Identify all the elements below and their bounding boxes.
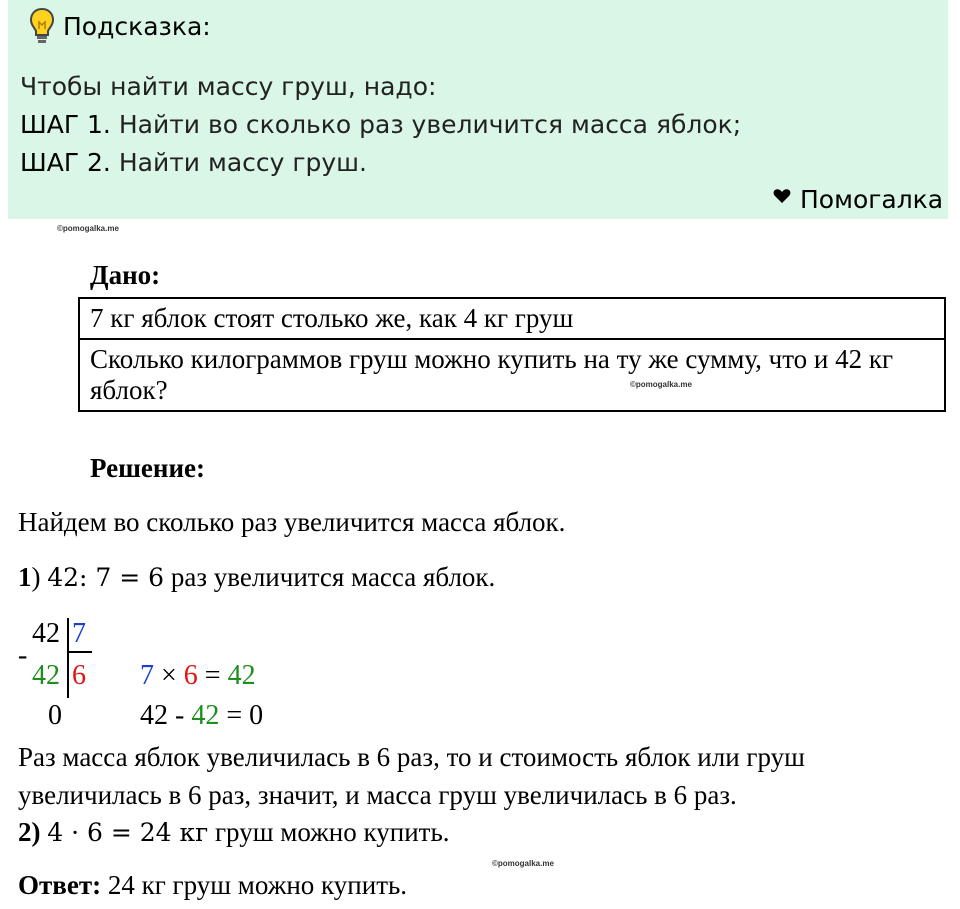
watermark: ©pomogalka.me: [630, 380, 692, 389]
division-bracket: [20, 612, 100, 702]
solution-step-2: [18, 817, 450, 848]
division-dividend: 42: [32, 618, 60, 649]
division-divisor: 7: [72, 618, 86, 649]
lightbulb-icon: [28, 6, 56, 46]
step-2-number: 2): [18, 817, 41, 847]
given-row-2: Сколько килограммов груш можно купить на ту же сумму, что и 42 кг яблок?: [80, 338, 944, 410]
step-2-label: ШАГ 2.: [20, 148, 111, 177]
hint-title: Подсказка:: [63, 12, 211, 41]
hint-step-1: [20, 110, 741, 139]
brand-name: Помогалка: [800, 185, 944, 214]
watermark: ©pomogalka.me: [57, 224, 119, 233]
given-row-1: 7 кг яблок стоят столько же, как 4 кг груш: [90, 303, 574, 333]
step-1-text: раз увеличится масса яблок.: [164, 562, 496, 592]
step-1-number: 1: [18, 562, 32, 592]
explanation-line-2: увеличилась в 6 раз, значит, и масса груш увеличилась в 6 раз.: [18, 780, 737, 810]
step-2-text: Найти массу груш.: [110, 148, 367, 177]
step-1-math: 42: 7 = 6: [47, 563, 165, 592]
division-minus: -: [18, 640, 28, 671]
division-subtrahend: 42: [32, 660, 60, 691]
division-quotient: 6: [72, 660, 86, 691]
given-heading: Дано:: [90, 260, 161, 290]
solution-heading: Решение:: [90, 453, 205, 483]
answer-text: 24 кг груш можно купить.: [101, 870, 408, 900]
hint-intro: Чтобы найти массу груш, надо:: [20, 72, 437, 101]
watermark: ©pomogalka.me: [492, 859, 554, 868]
step-1-paren: ): [31, 562, 41, 592]
step-1-label: ШАГ 1.: [20, 110, 111, 139]
step-2-math: 4 · 6 = 24 кг: [47, 818, 209, 847]
step-1-text: Найти во сколько раз увеличится масса яблок;: [110, 110, 742, 139]
division-remainder: 0: [48, 700, 62, 731]
division-check-2: 42 - 42 = 0: [140, 700, 264, 731]
hint-box: [8, 0, 948, 219]
hint-step-2: [20, 148, 367, 177]
solution-step-1: [18, 562, 495, 593]
heart-icon: [773, 187, 791, 205]
division-check-1: 7 × 6 = 42: [140, 660, 256, 691]
step-2-text: груш можно купить.: [208, 817, 450, 847]
explanation-line-1: Раз масса яблок увеличилась в 6 раз, то и стоимость яблок или груш: [18, 742, 805, 772]
answer-label: Ответ:: [18, 870, 102, 900]
given-table: [78, 297, 946, 412]
answer: [18, 870, 407, 901]
solution-intro: Найдем во сколько раз увеличится масса яблок.: [18, 507, 566, 537]
